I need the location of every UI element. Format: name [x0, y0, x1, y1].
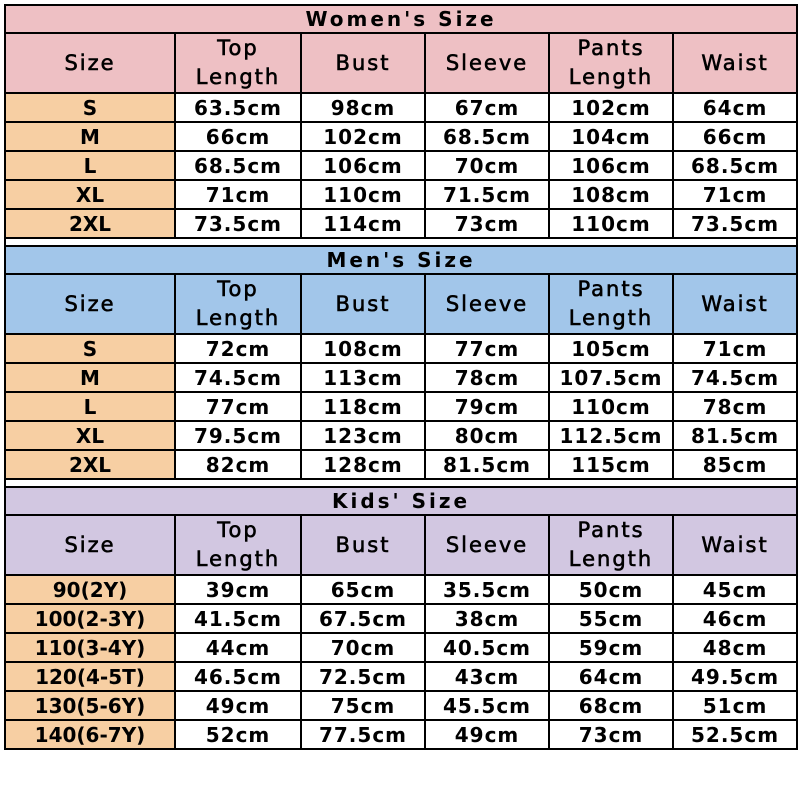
size-label-cell: 130(5-6Y): [5, 691, 175, 720]
bust-cell: 113cm: [301, 363, 425, 392]
pants-length-cell: 55cm: [549, 604, 673, 633]
kids-column-header-row: [5, 515, 797, 575]
pants-length-cell: 104cm: [549, 122, 673, 151]
pants-length-cell: 64cm: [549, 662, 673, 691]
bust-cell: 108cm: [301, 334, 425, 363]
table-row: [5, 662, 797, 691]
pants-length-cell: 73cm: [549, 720, 673, 749]
size-label-cell: S: [5, 334, 175, 363]
table-row: [5, 363, 797, 392]
size-label-cell: XL: [5, 180, 175, 209]
column-header-bust: Bust: [301, 274, 425, 334]
size-chart: [4, 4, 796, 796]
table-row: [5, 720, 797, 749]
bust-cell: 114cm: [301, 209, 425, 238]
size-label-cell: 2XL: [5, 209, 175, 238]
table-row: [5, 575, 797, 604]
size-label-cell: S: [5, 93, 175, 122]
table-row: [5, 180, 797, 209]
top-length-cell: 77cm: [175, 392, 301, 421]
column-header-sleeve: Sleeve: [425, 33, 549, 93]
sleeve-cell: 80cm: [425, 421, 549, 450]
women-section-title: Women's Size: [5, 5, 797, 33]
waist-cell: 85cm: [673, 450, 797, 479]
waist-cell: 64cm: [673, 93, 797, 122]
kids-section-title: Kids' Size: [5, 487, 797, 515]
top-length-cell: 68.5cm: [175, 151, 301, 180]
top-length-cell: 46.5cm: [175, 662, 301, 691]
sleeve-cell: 43cm: [425, 662, 549, 691]
top-length-cell: 79.5cm: [175, 421, 301, 450]
bust-cell: 118cm: [301, 392, 425, 421]
size-table: [4, 4, 798, 750]
women-title-row: [5, 5, 797, 33]
women-column-header-row: [5, 33, 797, 93]
sleeve-cell: 77cm: [425, 334, 549, 363]
waist-cell: 68.5cm: [673, 151, 797, 180]
pants-length-cell: 59cm: [549, 633, 673, 662]
top-length-cell: 82cm: [175, 450, 301, 479]
sleeve-cell: 49cm: [425, 720, 549, 749]
sleeve-cell: 70cm: [425, 151, 549, 180]
waist-cell: 71cm: [673, 180, 797, 209]
bust-cell: 72.5cm: [301, 662, 425, 691]
top-length-cell: 39cm: [175, 575, 301, 604]
column-header-sleeve: Sleeve: [425, 274, 549, 334]
bust-cell: 102cm: [301, 122, 425, 151]
waist-cell: 74.5cm: [673, 363, 797, 392]
size-label-cell: L: [5, 151, 175, 180]
pants-length-cell: 107.5cm: [549, 363, 673, 392]
sleeve-cell: 38cm: [425, 604, 549, 633]
column-header-size: Size: [5, 33, 175, 93]
bust-cell: 106cm: [301, 151, 425, 180]
top-length-cell: 71cm: [175, 180, 301, 209]
pants-length-cell: 68cm: [549, 691, 673, 720]
column-header-bust: Bust: [301, 515, 425, 575]
top-length-cell: 52cm: [175, 720, 301, 749]
size-label-cell: 110(3-4Y): [5, 633, 175, 662]
size-table-body: [5, 5, 797, 749]
pants-length-cell: 110cm: [549, 392, 673, 421]
pants-length-cell: 102cm: [549, 93, 673, 122]
sleeve-cell: 73cm: [425, 209, 549, 238]
waist-cell: 52.5cm: [673, 720, 797, 749]
section-spacer-cell: [5, 238, 797, 246]
sleeve-cell: 68.5cm: [425, 122, 549, 151]
pants-length-cell: 110cm: [549, 209, 673, 238]
table-row: [5, 450, 797, 479]
column-header-pants-length: Pants Length: [549, 274, 673, 334]
column-header-bust: Bust: [301, 33, 425, 93]
top-length-cell: 49cm: [175, 691, 301, 720]
waist-cell: 46cm: [673, 604, 797, 633]
size-label-cell: M: [5, 363, 175, 392]
men-title-row: [5, 246, 797, 274]
waist-cell: 71cm: [673, 334, 797, 363]
column-header-size: Size: [5, 515, 175, 575]
bust-cell: 128cm: [301, 450, 425, 479]
bust-cell: 110cm: [301, 180, 425, 209]
sleeve-cell: 71.5cm: [425, 180, 549, 209]
waist-cell: 51cm: [673, 691, 797, 720]
pants-length-cell: 112.5cm: [549, 421, 673, 450]
bust-cell: 98cm: [301, 93, 425, 122]
sleeve-cell: 67cm: [425, 93, 549, 122]
column-header-waist: Waist: [673, 274, 797, 334]
column-header-waist: Waist: [673, 515, 797, 575]
size-label-cell: XL: [5, 421, 175, 450]
waist-cell: 78cm: [673, 392, 797, 421]
top-length-cell: 66cm: [175, 122, 301, 151]
table-row: [5, 122, 797, 151]
size-label-cell: 120(4-5T): [5, 662, 175, 691]
pants-length-cell: 105cm: [549, 334, 673, 363]
table-row: [5, 151, 797, 180]
table-row: [5, 421, 797, 450]
waist-cell: 81.5cm: [673, 421, 797, 450]
table-row: [5, 334, 797, 363]
sleeve-cell: 45.5cm: [425, 691, 549, 720]
men-column-header-row: [5, 274, 797, 334]
pants-length-cell: 108cm: [549, 180, 673, 209]
sleeve-cell: 35.5cm: [425, 575, 549, 604]
table-row: [5, 209, 797, 238]
column-header-top-length: Top Length: [175, 515, 301, 575]
size-label-cell: 100(2-3Y): [5, 604, 175, 633]
section-spacer-cell: [5, 479, 797, 487]
section-spacer: [5, 479, 797, 487]
top-length-cell: 44cm: [175, 633, 301, 662]
table-row: [5, 604, 797, 633]
bust-cell: 77.5cm: [301, 720, 425, 749]
table-row: [5, 93, 797, 122]
waist-cell: 49.5cm: [673, 662, 797, 691]
column-header-top-length: Top Length: [175, 33, 301, 93]
waist-cell: 48cm: [673, 633, 797, 662]
bust-cell: 65cm: [301, 575, 425, 604]
sleeve-cell: 79cm: [425, 392, 549, 421]
section-spacer: [5, 238, 797, 246]
sleeve-cell: 81.5cm: [425, 450, 549, 479]
bust-cell: 67.5cm: [301, 604, 425, 633]
top-length-cell: 73.5cm: [175, 209, 301, 238]
column-header-pants-length: Pants Length: [549, 33, 673, 93]
bust-cell: 70cm: [301, 633, 425, 662]
top-length-cell: 74.5cm: [175, 363, 301, 392]
top-length-cell: 41.5cm: [175, 604, 301, 633]
size-label-cell: M: [5, 122, 175, 151]
top-length-cell: 63.5cm: [175, 93, 301, 122]
size-label-cell: L: [5, 392, 175, 421]
sleeve-cell: 78cm: [425, 363, 549, 392]
top-length-cell: 72cm: [175, 334, 301, 363]
column-header-waist: Waist: [673, 33, 797, 93]
kids-title-row: [5, 487, 797, 515]
column-header-pants-length: Pants Length: [549, 515, 673, 575]
sleeve-cell: 40.5cm: [425, 633, 549, 662]
bust-cell: 75cm: [301, 691, 425, 720]
waist-cell: 45cm: [673, 575, 797, 604]
table-row: [5, 691, 797, 720]
pants-length-cell: 115cm: [549, 450, 673, 479]
column-header-size: Size: [5, 274, 175, 334]
table-row: [5, 392, 797, 421]
bust-cell: 123cm: [301, 421, 425, 450]
size-label-cell: 140(6-7Y): [5, 720, 175, 749]
table-row: [5, 633, 797, 662]
column-header-sleeve: Sleeve: [425, 515, 549, 575]
size-label-cell: 90(2Y): [5, 575, 175, 604]
waist-cell: 66cm: [673, 122, 797, 151]
waist-cell: 73.5cm: [673, 209, 797, 238]
men-section-title: Men's Size: [5, 246, 797, 274]
column-header-top-length: Top Length: [175, 274, 301, 334]
size-label-cell: 2XL: [5, 450, 175, 479]
pants-length-cell: 106cm: [549, 151, 673, 180]
pants-length-cell: 50cm: [549, 575, 673, 604]
